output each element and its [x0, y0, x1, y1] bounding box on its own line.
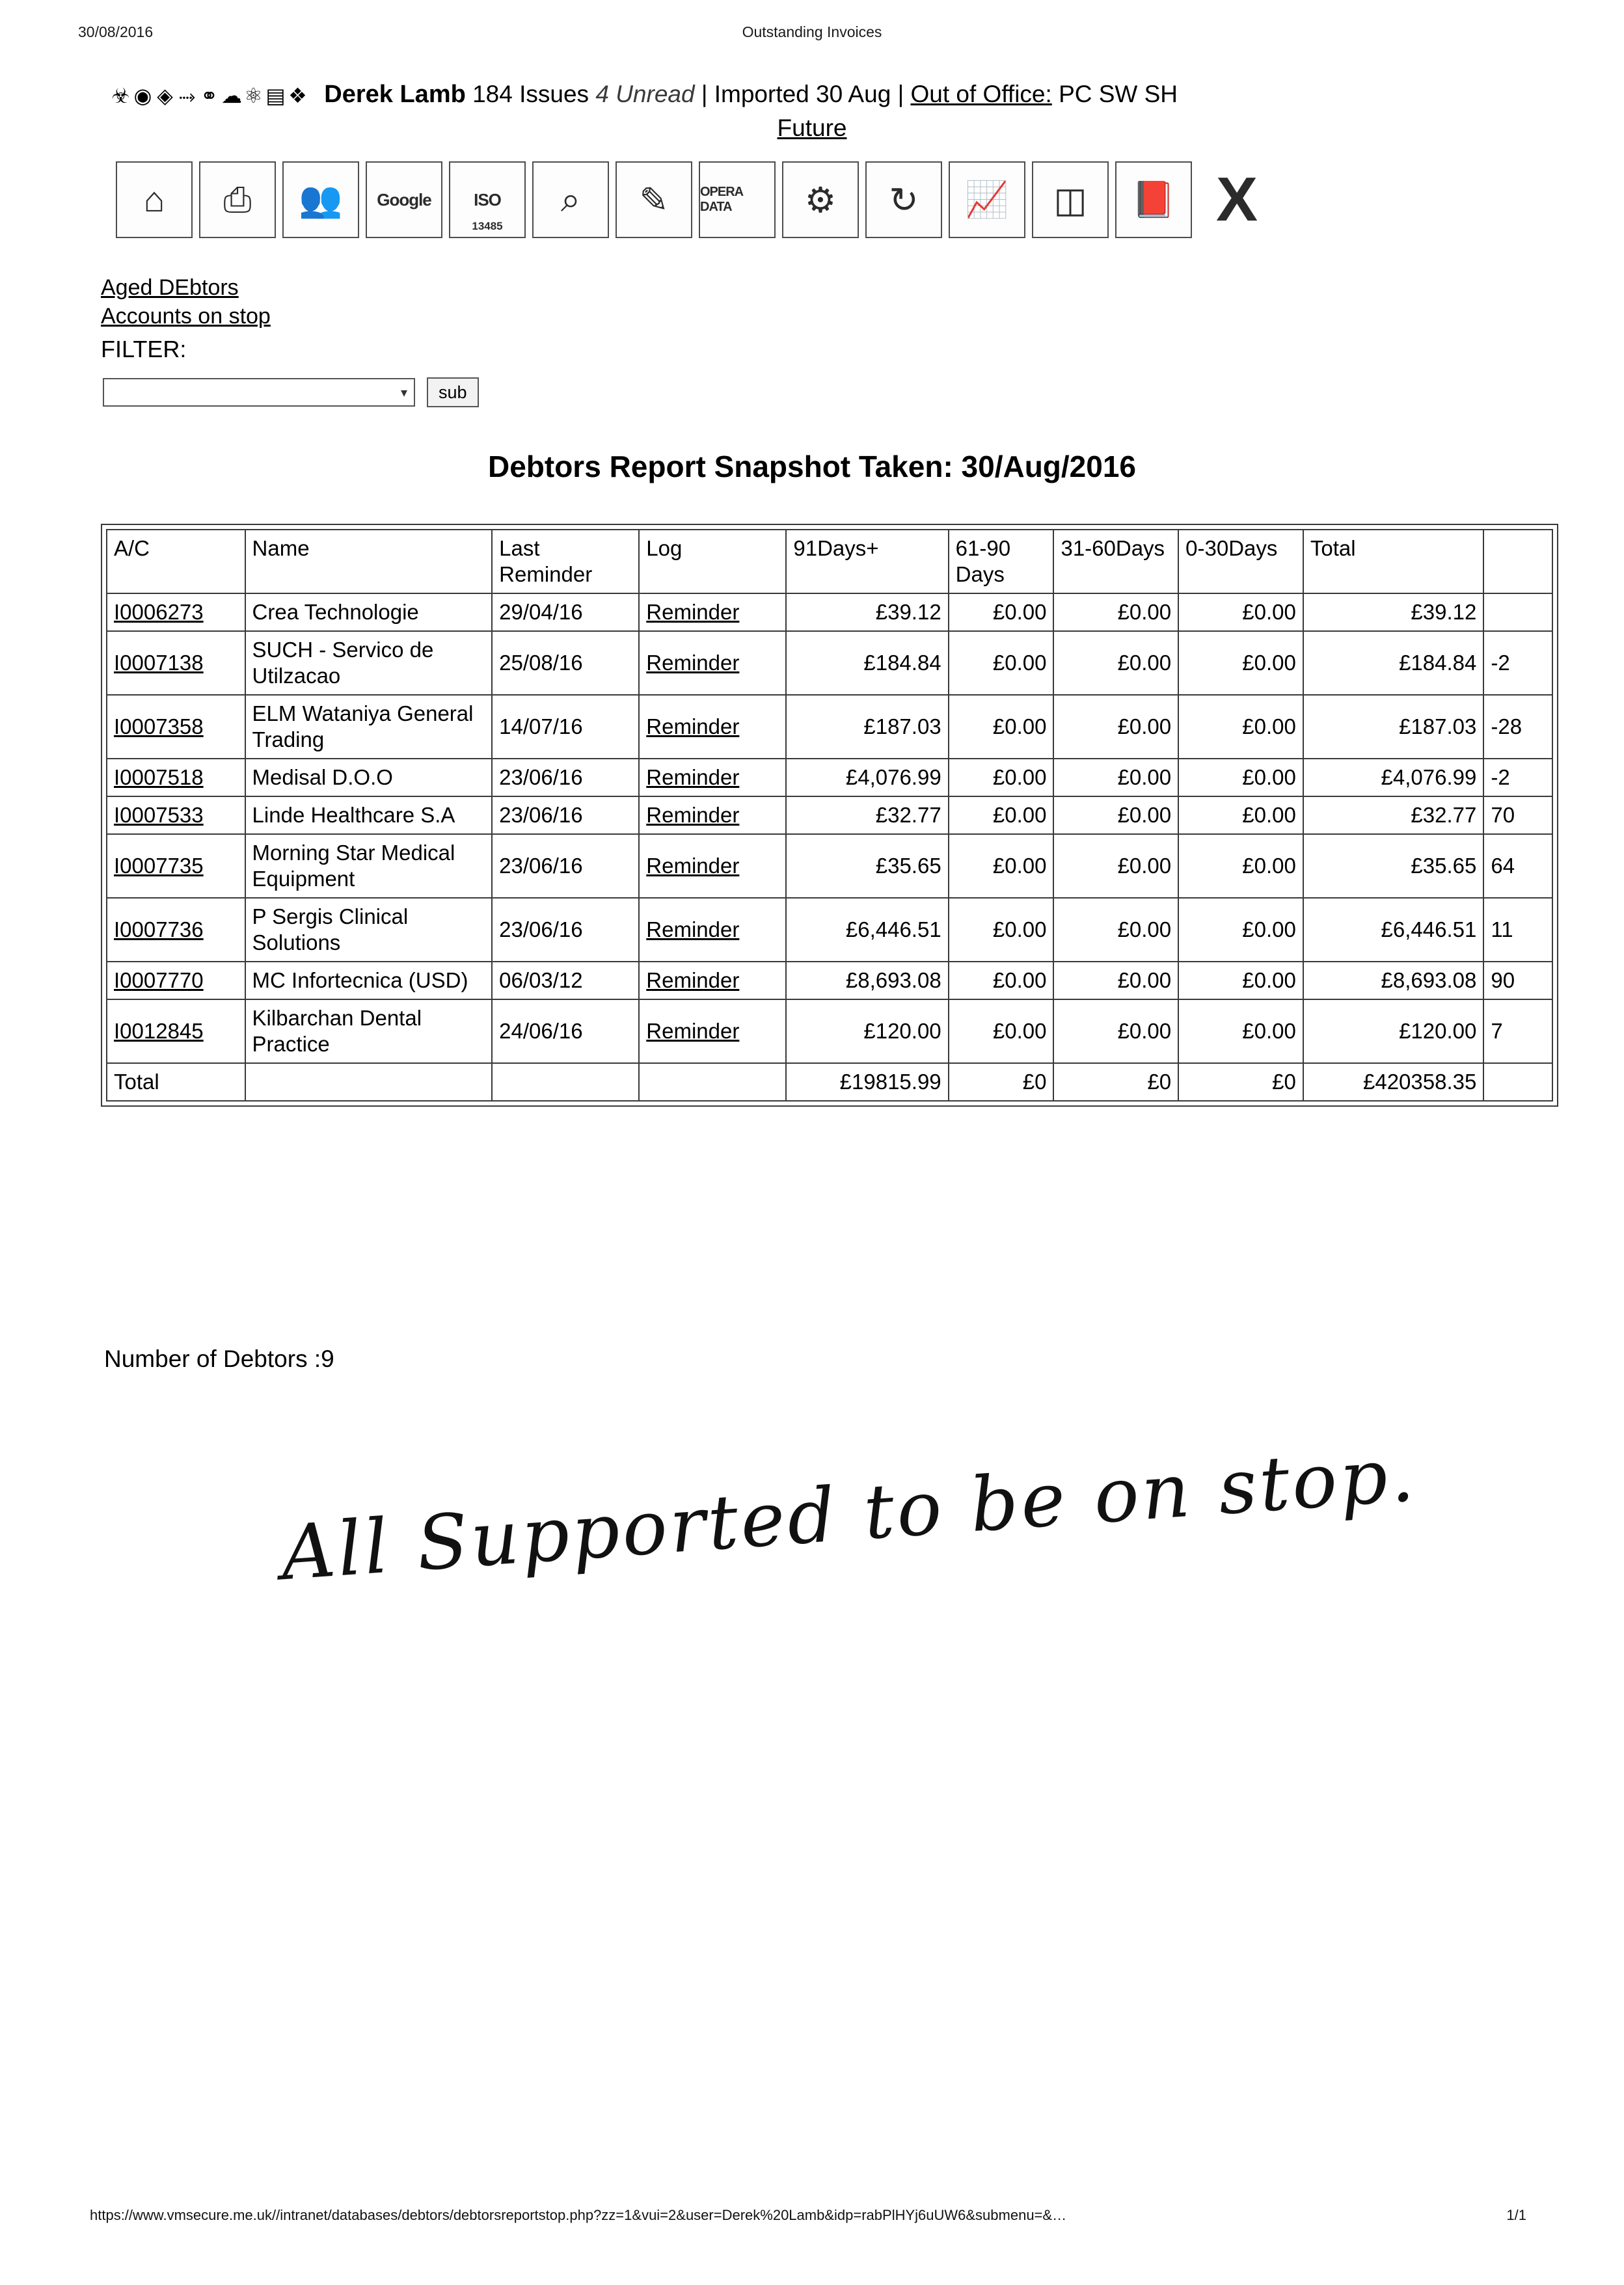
print-date: 30/08/2016: [78, 23, 154, 40]
cell-0-30days: £0.00: [1178, 631, 1303, 695]
cell-log[interactable]: [639, 631, 786, 695]
total-31-60days: £0: [1053, 1063, 1178, 1101]
books-icon[interactable]: 📕: [1115, 161, 1192, 238]
table-row: [107, 999, 1552, 1063]
pencil-icon[interactable]: ⤑: [178, 84, 198, 108]
imported-status: Imported 30 Aug: [714, 81, 891, 107]
cell-31-60days: £0.00: [1053, 898, 1178, 962]
table-header-row: [107, 530, 1552, 593]
cell-extra: 64: [1483, 834, 1552, 898]
cell-31-60days: £0.00: [1053, 999, 1178, 1063]
out-of-office-link[interactable]: Out of Office:: [910, 81, 1052, 107]
cell-ac[interactable]: [107, 695, 245, 759]
cell-ac[interactable]: [107, 593, 245, 631]
cell-last-reminder: 29/04/16: [492, 593, 639, 631]
cell-91days: £184.84: [786, 631, 948, 695]
cell-61-90days: £0.00: [949, 593, 1054, 631]
toolbar-icon-group[interactable]: [111, 79, 310, 112]
ac-link[interactable]: I0007533: [114, 803, 204, 827]
reminder-link[interactable]: Reminder: [646, 765, 740, 789]
col-header-0-30days: 0-30Days: [1178, 530, 1303, 593]
cell-total: £4,076.99: [1303, 759, 1484, 796]
col-header-last-reminder: Last Reminder: [492, 530, 639, 593]
icon-toolbar: [116, 161, 1275, 238]
cell-0-30days: £0.00: [1178, 593, 1303, 631]
ac-link[interactable]: I0007770: [114, 968, 204, 992]
cell-total: £8,693.08: [1303, 962, 1484, 999]
col-header-91days: 91Days+: [786, 530, 948, 593]
cell-31-60days: £0.00: [1053, 695, 1178, 759]
cell-last-reminder: 23/06/16: [492, 834, 639, 898]
out-of-office-value: PC SW SH: [1059, 81, 1178, 107]
table-row: [107, 631, 1552, 695]
print-title: Outstanding Invoices: [742, 23, 882, 40]
ac-link[interactable]: I0007138: [114, 651, 204, 675]
col-header-extra: [1483, 530, 1552, 593]
close-x-icon[interactable]: X: [1215, 165, 1258, 234]
iso-icon[interactable]: [449, 161, 526, 238]
cell-31-60days: £0.00: [1053, 834, 1178, 898]
footer-page-number: 1/1: [1506, 2207, 1526, 2223]
chart-icon[interactable]: 📈: [949, 161, 1025, 238]
total-label: Total: [107, 1063, 245, 1101]
help-icon[interactable]: ❖: [288, 84, 309, 108]
cell-31-60days: £0.00: [1053, 962, 1178, 999]
cell-0-30days: £0.00: [1178, 999, 1303, 1063]
box-icon[interactable]: ◫: [1032, 161, 1109, 238]
total-name: [245, 1063, 493, 1101]
iso-icon-sub: 13485: [472, 220, 503, 232]
reminder-link[interactable]: Reminder: [646, 1019, 740, 1043]
cell-61-90days: £0.00: [949, 759, 1054, 796]
table-row: [107, 962, 1552, 999]
cell-last-reminder: 24/06/16: [492, 999, 639, 1063]
cell-last-reminder: 23/06/16: [492, 796, 639, 834]
report-title: Debtors Report Snapshot Taken: 30/Aug/2016: [487, 450, 1137, 483]
table-row: [107, 759, 1552, 796]
filter-row: [103, 377, 479, 407]
cell-31-60days: £0.00: [1053, 759, 1178, 796]
ac-link[interactable]: I0007518: [114, 765, 204, 789]
cell-last-reminder: 23/06/16: [492, 898, 639, 962]
accounts-on-stop-link[interactable]: Accounts on stop: [101, 304, 271, 329]
cell-log[interactable]: [639, 834, 786, 898]
separator-2: |: [897, 81, 904, 107]
cell-91days: £8,693.08: [786, 962, 948, 999]
reminder-link[interactable]: Reminder: [646, 968, 740, 992]
cell-31-60days: £0.00: [1053, 593, 1178, 631]
cell-total: £187.03: [1303, 695, 1484, 759]
ac-link[interactable]: I0007358: [114, 714, 204, 738]
cell-ac[interactable]: [107, 796, 245, 834]
cell-ac[interactable]: [107, 999, 245, 1063]
cell-0-30days: £0.00: [1178, 898, 1303, 962]
cell-extra: [1483, 593, 1552, 631]
cell-total: £35.65: [1303, 834, 1484, 898]
cell-61-90days: £0.00: [949, 999, 1054, 1063]
ac-link[interactable]: I0012845: [114, 1019, 204, 1043]
ac-link[interactable]: I0007736: [114, 917, 204, 941]
print-header: [0, 23, 1624, 43]
filter-label: FILTER:: [101, 336, 187, 362]
trash-icon[interactable]: ☣: [111, 84, 132, 108]
total-log: [639, 1063, 786, 1101]
opera-data-icon-label: OPERA DATA: [700, 185, 743, 214]
filter-submit-button[interactable]: sub: [427, 377, 479, 407]
nav-links: [101, 273, 271, 331]
globe-icon[interactable]: ⚛: [244, 84, 265, 108]
reminder-link[interactable]: Reminder: [646, 854, 740, 878]
cell-total: £184.84: [1303, 631, 1484, 695]
ac-link[interactable]: I0007735: [114, 854, 204, 878]
cell-log[interactable]: [639, 898, 786, 962]
cell-last-reminder: 23/06/16: [492, 759, 639, 796]
total-last-reminder: [492, 1063, 639, 1101]
cell-total: £32.77: [1303, 796, 1484, 834]
cell-31-60days: £0.00: [1053, 796, 1178, 834]
cell-name: SUCH - Servico de Utilzacao: [245, 631, 493, 695]
cell-extra: 90: [1483, 962, 1552, 999]
filter-select[interactable]: [103, 378, 415, 407]
cell-total: £6,446.51: [1303, 898, 1484, 962]
reminder-link[interactable]: Reminder: [646, 917, 740, 941]
debtors-table-wrapper: [101, 524, 1558, 1107]
cell-log[interactable]: [639, 695, 786, 759]
aged-debtors-link[interactable]: Aged DEbtors: [101, 275, 239, 300]
future-link-row: [0, 115, 1624, 142]
reminder-link[interactable]: Reminder: [646, 803, 740, 827]
cell-ac[interactable]: [107, 834, 245, 898]
cell-extra: -2: [1483, 631, 1552, 695]
home-icon[interactable]: ⌂: [116, 161, 193, 238]
cell-91days: £4,076.99: [786, 759, 948, 796]
reminder-link[interactable]: Reminder: [646, 651, 740, 675]
google-icon[interactable]: [366, 161, 442, 238]
cell-91days: £39.12: [786, 593, 948, 631]
cell-last-reminder: 14/07/16: [492, 695, 639, 759]
cell-log[interactable]: [639, 962, 786, 999]
cloud-icon[interactable]: ☁: [221, 84, 244, 108]
total-extra: [1483, 1063, 1552, 1101]
clock-icon[interactable]: ◈: [157, 84, 175, 108]
cell-61-90days: £0.00: [949, 834, 1054, 898]
cell-0-30days: £0.00: [1178, 834, 1303, 898]
cell-61-90days: £0.00: [949, 962, 1054, 999]
cell-name: P Sergis Clinical Solutions: [245, 898, 493, 962]
cell-total: £120.00: [1303, 999, 1484, 1063]
cell-31-60days: £0.00: [1053, 631, 1178, 695]
reminder-link[interactable]: Reminder: [646, 600, 740, 624]
cell-extra: -28: [1483, 695, 1552, 759]
google-icon-label: Google: [377, 189, 431, 210]
user-name: Derek Lamb: [324, 81, 466, 108]
debtors-table: [106, 529, 1553, 1102]
cell-last-reminder: 25/08/16: [492, 631, 639, 695]
cell-name: Crea Technologie: [245, 593, 493, 631]
col-header-log: Log: [639, 530, 786, 593]
cell-extra: 70: [1483, 796, 1552, 834]
total-91days: £19815.99: [786, 1063, 948, 1101]
user-toolbar: [111, 78, 1555, 112]
users-icon[interactable]: 👥: [282, 161, 359, 238]
cell-91days: £32.77: [786, 796, 948, 834]
cell-name: Kilbarchan Dental Practice: [245, 999, 493, 1063]
col-header-31-60days: 31-60Days: [1053, 530, 1178, 593]
cell-ac[interactable]: [107, 759, 245, 796]
cell-ac[interactable]: [107, 631, 245, 695]
handwritten-annotation: All Supported to be on stop.: [278, 1431, 1420, 1598]
table-total-row: [107, 1063, 1552, 1101]
printer-icon[interactable]: ⎙: [199, 161, 276, 238]
cell-extra: -2: [1483, 759, 1552, 796]
table-row: [107, 593, 1552, 631]
col-header-61-90days: 61-90 Days: [949, 530, 1054, 593]
cell-log[interactable]: [639, 593, 786, 631]
unread-count: 4 Unread: [595, 81, 695, 107]
refresh-icon[interactable]: ↻: [865, 161, 942, 238]
cell-91days: £187.03: [786, 695, 948, 759]
reminder-link[interactable]: Reminder: [646, 714, 740, 738]
cell-61-90days: £0.00: [949, 898, 1054, 962]
cell-name: ELM Wataniya General Trading: [245, 695, 493, 759]
separator-1: |: [701, 81, 708, 107]
cell-ac[interactable]: [107, 898, 245, 962]
ac-link[interactable]: I0006273: [114, 600, 204, 624]
cell-log[interactable]: [639, 759, 786, 796]
total-0-30days: £0: [1178, 1063, 1303, 1101]
total-61-90days: £0: [949, 1063, 1054, 1101]
edit-icon[interactable]: ✎: [616, 161, 692, 238]
cell-ac[interactable]: [107, 962, 245, 999]
cell-91days: £6,446.51: [786, 898, 948, 962]
book-icon[interactable]: ▤: [265, 84, 288, 108]
cell-0-30days: £0.00: [1178, 759, 1303, 796]
cell-log[interactable]: [639, 999, 786, 1063]
iso-icon-label: ISO: [474, 189, 501, 210]
chevron-down-icon: ▾: [400, 385, 407, 400]
cell-name: Linde Healthcare S.A: [245, 796, 493, 834]
footer-url: https://www.vmsecure.me.uk//intranet/databases/debtors/debtorsreportstop.php?zz=1&vui=2&user=Derek%20Lamb&idp=rabPlHYj6uUW6&submenu=&…: [90, 2207, 1067, 2223]
settings-gears-icon[interactable]: ⚙: [782, 161, 859, 238]
cell-name: Medisal D.O.O: [245, 759, 493, 796]
table-row: [107, 898, 1552, 962]
cell-0-30days: £0.00: [1178, 796, 1303, 834]
table-row: [107, 796, 1552, 834]
cell-log[interactable]: [639, 796, 786, 834]
key-icon[interactable]: ⚭: [200, 84, 220, 108]
cell-61-90days: £0.00: [949, 695, 1054, 759]
cell-0-30days: £0.00: [1178, 695, 1303, 759]
cell-last-reminder: 06/03/12: [492, 962, 639, 999]
future-link[interactable]: Future: [777, 115, 847, 141]
table-row: [107, 695, 1552, 759]
cell-total: £39.12: [1303, 593, 1484, 631]
search-icon[interactable]: ⌕: [532, 161, 609, 238]
cell-extra: 11: [1483, 898, 1552, 962]
cell-extra: 7: [1483, 999, 1552, 1063]
col-header-ac: A/C: [107, 530, 245, 593]
cell-91days: £35.65: [786, 834, 948, 898]
table-row: [107, 834, 1552, 898]
camera-icon[interactable]: ◉: [133, 84, 154, 108]
cell-name: Morning Star Medical Equipment: [245, 834, 493, 898]
issues-count: 184 Issues: [472, 81, 589, 107]
cell-0-30days: £0.00: [1178, 962, 1303, 999]
total-grand: £420358.35: [1303, 1063, 1484, 1101]
opera-data-icon[interactable]: [699, 161, 776, 238]
debtor-count: Number of Debtors :9: [104, 1345, 334, 1372]
col-header-total: Total: [1303, 530, 1484, 593]
cell-61-90days: £0.00: [949, 796, 1054, 834]
col-header-name: Name: [245, 530, 493, 593]
cell-name: MC Infortecnica (USD): [245, 962, 493, 999]
cell-91days: £120.00: [786, 999, 948, 1063]
cell-61-90days: £0.00: [949, 631, 1054, 695]
